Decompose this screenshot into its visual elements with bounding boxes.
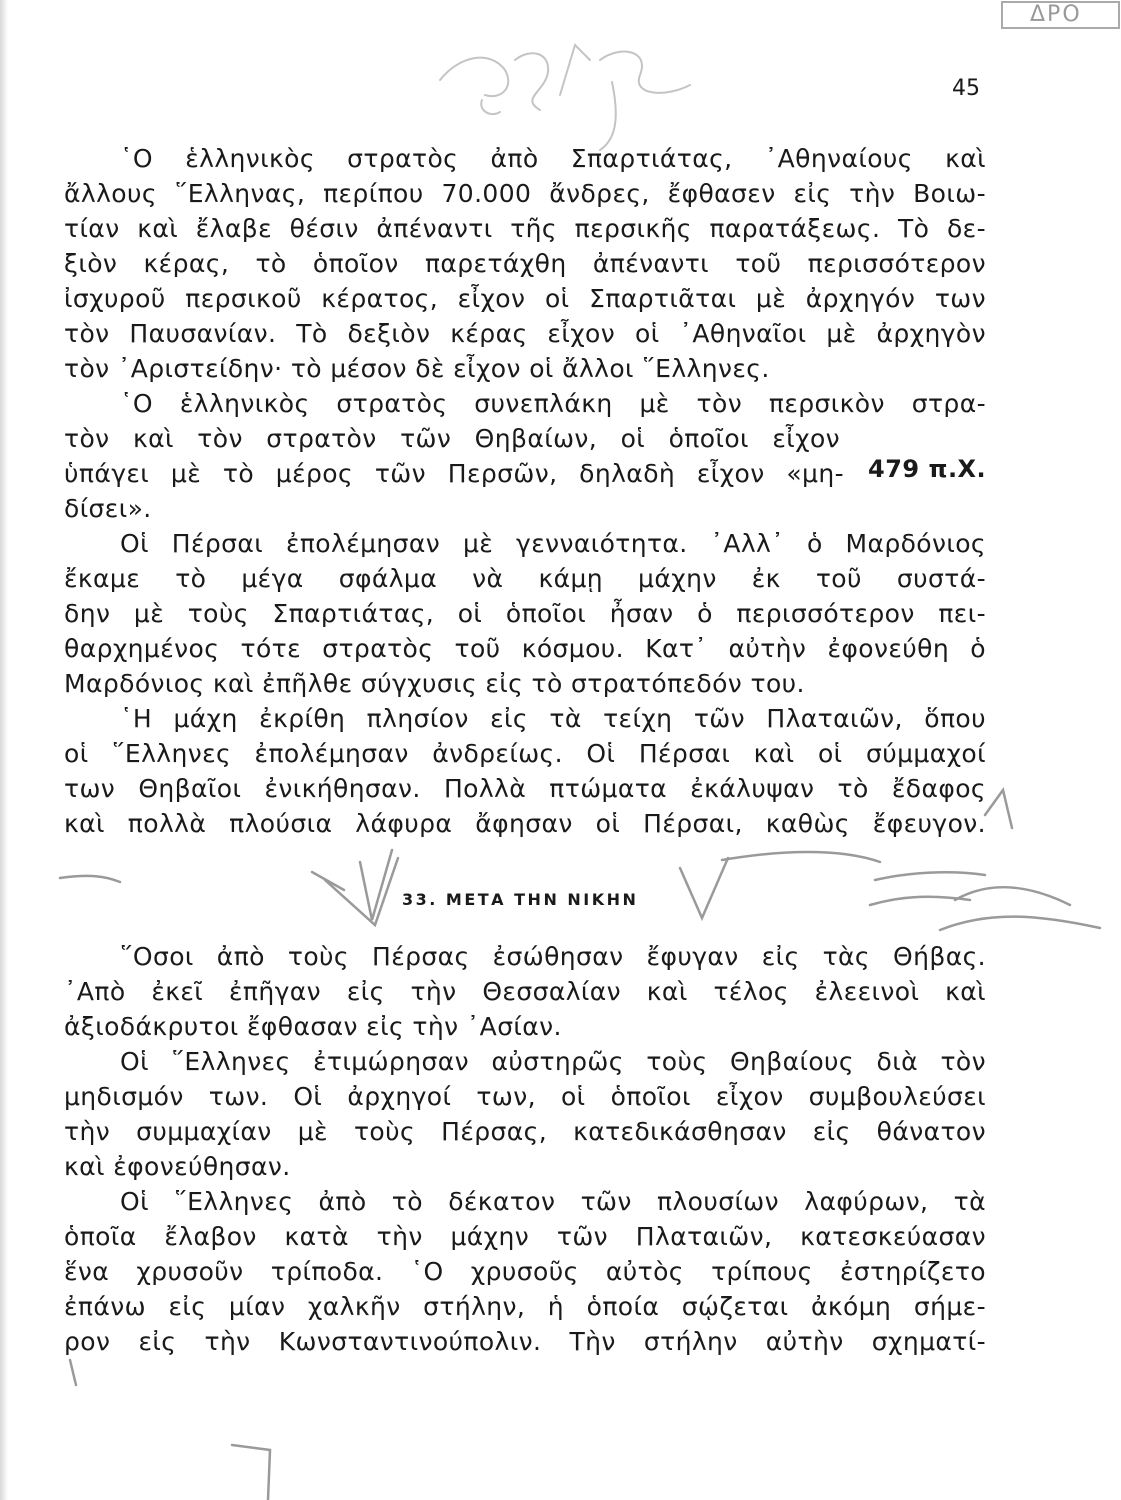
page-edge-shadow — [0, 0, 8, 1500]
section-heading: 33. ΜΕΤΑ ΤΗΝ ΝΙΚΗΝ — [402, 890, 639, 909]
text-line: τὸν ᾿Αριστείδην· τὸ μέσον δὲ εἶχον οἱ ἄλλοι ῞Ελληνες. — [64, 354, 770, 383]
text-line: ἕνα χρυσοῦν τρίποδα. ῾Ο χρυσοῦς αὐτὸς τρίπους ἐστηρίζετο — [64, 1257, 986, 1286]
text-line: ῞Οσοι ἀπὸ τοὺς Πέρσας ἐσώθησαν ἔφυγαν εἰς τὰς Θήβας. — [120, 942, 986, 971]
text-line: ἔκαμε τὸ μέγα σφάλμα νὰ κάμῃ μάχην ἐκ τοῦ συστά- — [64, 564, 986, 593]
text-line: ρον εἰς τὴν Κωνσταντινούπολιν. Τὴν στήλην αὐτὴν σχηματί- — [64, 1327, 986, 1356]
text-line: καὶ πολλὰ πλούσια λάφυρα ἄφησαν οἱ Πέρσαι, καθὼς ἔφευγον. — [64, 809, 986, 838]
text-line: ᾿Απὸ ἐκεῖ ἐπῆγαν εἰς τὴν Θεσσαλίαν καὶ τέλος ἐλεεινοὶ καὶ — [64, 977, 986, 1006]
text-line: Μαρδόνιος καὶ ἐπῆλθε σύγχυσις εἰς τὸ στρατόπεδόν του. — [64, 669, 805, 698]
text-line: τὴν συμμαχίαν μὲ τοὺς Πέρσας, κατεδικάσθησαν εἰς θάνατον — [64, 1117, 986, 1146]
text-line: ξιὸν κέρας, τὸ ὁποῖον παρετάχθη ἀπέναντι τοῦ περισσότερον — [64, 249, 986, 278]
text-line: ὁποῖα ἔλαβον κατὰ τὴν μάχην τῶν Πλαταιῶν, κατεσκεύασαν — [64, 1222, 986, 1251]
text-line: ἀξιοδάκρυτοι ἔφθασαν εἰς τὴν ᾿Ασίαν. — [64, 1012, 562, 1041]
text-line: ῾Η μάχη ἐκρίθη πλησίον εἰς τὰ τείχη τῶν Πλαταιῶν, ὅπου — [120, 704, 986, 733]
text-line: ἄλλους ῞Ελληνας, περίπου 70.000 ἄνδρες, ἔφθασεν εἰς τὴν Βοιω- — [64, 179, 986, 208]
text-line: δην μὲ τοὺς Σπαρτιάτας, οἱ ὁποῖοι ἦσαν ὁ περισσότερον πει- — [64, 599, 986, 628]
text-line: Οἱ ῞Ελληνες ἀπὸ τὸ δέκατον τῶν πλουσίων λαφύρων, τὰ — [120, 1187, 986, 1216]
text-line: ῾Ο ἑλληνικὸς στρατὸς ἀπὸ Σπαρτιάτας, ᾿Αθηναίους καὶ — [120, 144, 986, 173]
text-line: τίαν καὶ ἔλαβε θέσιν ἀπέναντι τῆς περσικῆς παρατάξεως. Τὸ δε- — [64, 214, 986, 243]
text-line: Οἱ ῞Ελληνες ἐτιμώρησαν αὐστηρῶς τοὺς Θηβαίους διὰ τὸν — [120, 1047, 986, 1076]
text-line: τὸν καὶ τὸν στρατὸν τῶν Θηβαίων, οἱ ὁποῖοι εἶχον — [64, 424, 840, 453]
text-line: ὑπάγει μὲ τὸ μέρος τῶν Περσῶν, δηλαδὴ εἶχον «μη- — [64, 459, 844, 488]
text-line: ἐπάνω εἰς μίαν χαλκῆν στήλην, ἡ ὁποία σῴζεται ἀκόμη σήμε- — [64, 1292, 986, 1321]
text-line: ἰσχυροῦ περσικοῦ κέρατος, εἶχον οἱ Σπαρτιᾶται μὲ ἀρχηγόν των — [64, 284, 986, 313]
text-line: τὸν Παυσανίαν. Τὸ δεξιὸν κέρας εἶχον οἱ ᾿Αθηναῖοι μὲ ἀρχηγὸν — [64, 319, 986, 348]
text-line: ῾Ο ἑλληνικὸς στρατὸς συνεπλάκη μὲ τὸν περσικὸν στρα- — [120, 389, 986, 418]
text-line: των Θηβαῖοι ἐνικήθησαν. Πολλὰ πτώματα ἐκάλυψαν τὸ ἔδαφος — [64, 774, 986, 803]
stamp-text: ΔΡΟ — [1030, 2, 1082, 27]
page-number: 45 — [952, 76, 980, 101]
text-line: θαρχημένος τότε στρατὸς τοῦ κόσμου. Κατ᾿ αὐτὴν ἐφονεύθη ὁ — [64, 634, 986, 663]
text-line: μηδισμόν των. Οἱ ἀρχηγοί των, οἱ ὁποῖοι εἶχον συμβουλεύσει — [64, 1082, 986, 1111]
text-line: καὶ ἐφονεύθησαν. — [64, 1152, 291, 1181]
margin-date: 479 π.Χ. — [868, 455, 987, 483]
text-line: Οἱ Πέρσαι ἐπολέμησαν μὲ γενναιότητα. ᾿Αλλ᾿ ὁ Μαρδόνιος — [120, 529, 986, 558]
text-line: δίσει». — [64, 494, 152, 523]
text-line: οἱ ῞Ελληνες ἐπολέμησαν ἀνδρείως. Οἱ Πέρσαι καὶ οἱ σύμμαχοί — [64, 739, 986, 768]
